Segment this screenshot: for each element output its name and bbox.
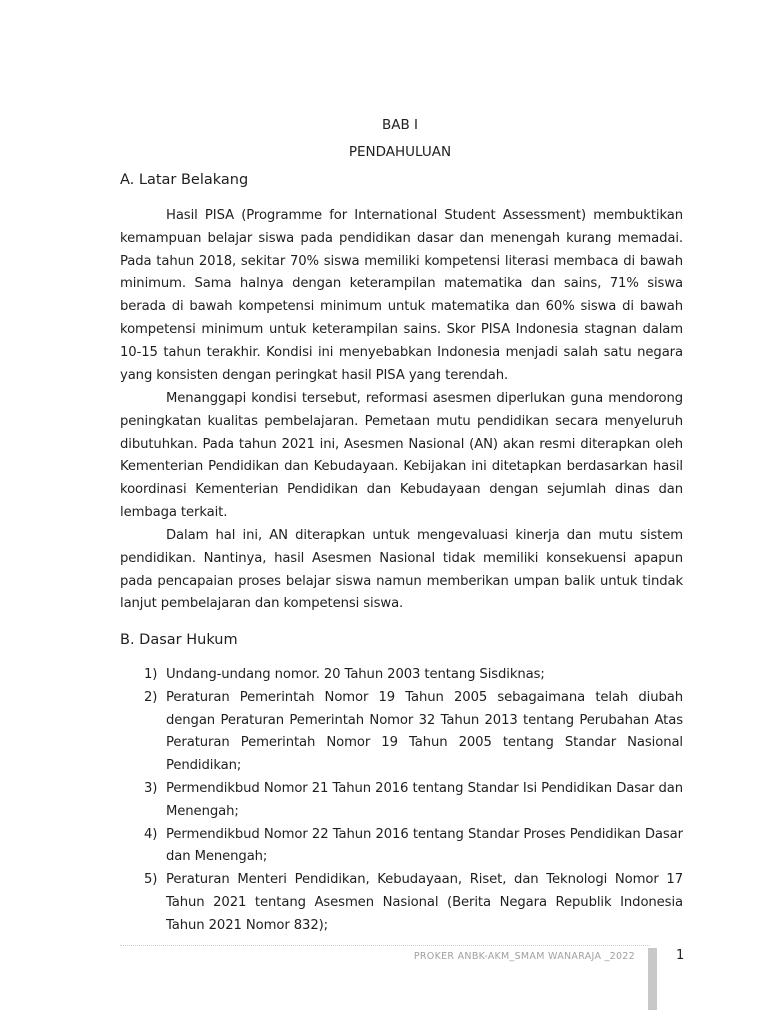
list-item [120,778,683,824]
list-item-text: Permendikbud Nomor 21 Tahun 2016 tentang Standar Isi Pendidikan Dasar dan Menengah; [166,780,683,819]
list-item-text: Permendikbud Nomor 22 Tahun 2016 tentang Standar Proses Pendidikan Dasar dan Menengah; [166,826,683,865]
footer-divider [120,945,650,946]
chapter-label: BAB I [381,117,419,133]
list-number: 5) [144,872,158,888]
legal-basis-list [120,664,683,938]
list-item-text: Undang-undang nomor. 20 Tahun 2003 tentang Sisdiknas; [166,667,545,682]
list-item [120,687,683,778]
list-item [120,869,683,937]
page-number: 1 [676,948,685,963]
list-item [120,824,683,870]
list-number: 1) [144,667,158,682]
footer-text: PROKER ANBK-AKM_SMAM WANARAJA _2022 [413,951,635,962]
chapter-heading: PENDAHULUAN [348,144,452,160]
list-item [120,664,683,687]
section-b-heading: B. Dasar Hukum [120,632,238,648]
paragraph: Dalam hal ini, AN diterapkan untuk mengevaluasi kinerja dan mutu sistem pendidikan. Nantinya, hasil Asesmen Nasional tidak memiliki konsekuensi apapun pada pencapaian proses belajar siswa namun memberikan umpan balik untuk tindak lanjut pembelajaran dan kompetensi siswa. [120,528,683,612]
chapter-title [0,112,768,166]
list-number: 4) [144,826,158,842]
list-item-text: Peraturan Menteri Pendidikan, Kebudayaan, Riset, dan Teknologi Nomor 17 Tahun 2021 tentang Asesmen Nasional (Berita Negara Republik Indonesia Tahun 2021 Nomor 832); [166,872,683,933]
paragraph: Hasil PISA (Programme for International Student Assessment) membuktikan kemampuan belajar siswa pada pendidikan dasar dan menengah kurang memadai. Pada tahun 2018, sekitar 70% siswa memiliki kompetensi literasi membaca di bawah minimum. Sama halnya dengan keterampilan matematika dan sains, 71% siswa berada di bawah kompetensi minimum untuk matematika dan 60% siswa di bawah kompetensi minimum untuk keterampilan sains. Skor PISA Indonesia stagnan dalam 10-15 tahun terakhir. Kondisi ini menyebabkan Indonesia menjadi salah satu negara yang konsisten dengan peringkat hasil PISA yang terendah. [120,208,683,383]
footer-accent-bar [648,948,657,1010]
paragraph: Menanggapi kondisi tersebut, reformasi asesmen diperlukan guna mendorong peningkatan kualitas pembelajaran. Pemetaan mutu pendidikan secara menyeluruh dibutuhkan. Pada tahun 2021 ini, Asesmen Nasional (AN) akan resmi diterapkan oleh Kementerian Pendidikan dan Kebudayaan. Kebijakan ini ditetapkan berdasarkan hasil koordinasi Kementerian Pendidikan dan Kebudayaan dengan sejumlah dinas dan lembaga terkait. [120,391,683,520]
list-item-text: Peraturan Pemerintah Nomor 19 Tahun 2005 sebagaimana telah diubah dengan Peraturan Pemerintah Nomor 32 Tahun 2013 tentang Perubahan Atas Peraturan Pemerintah Nomor 19 Tahun 2005 tentang Standar Nasional Pendidikan; [166,689,683,774]
section-a-heading: A. Latar Belakang [120,172,249,188]
list-number: 3) [144,780,158,796]
list-number: 2) [144,689,158,705]
